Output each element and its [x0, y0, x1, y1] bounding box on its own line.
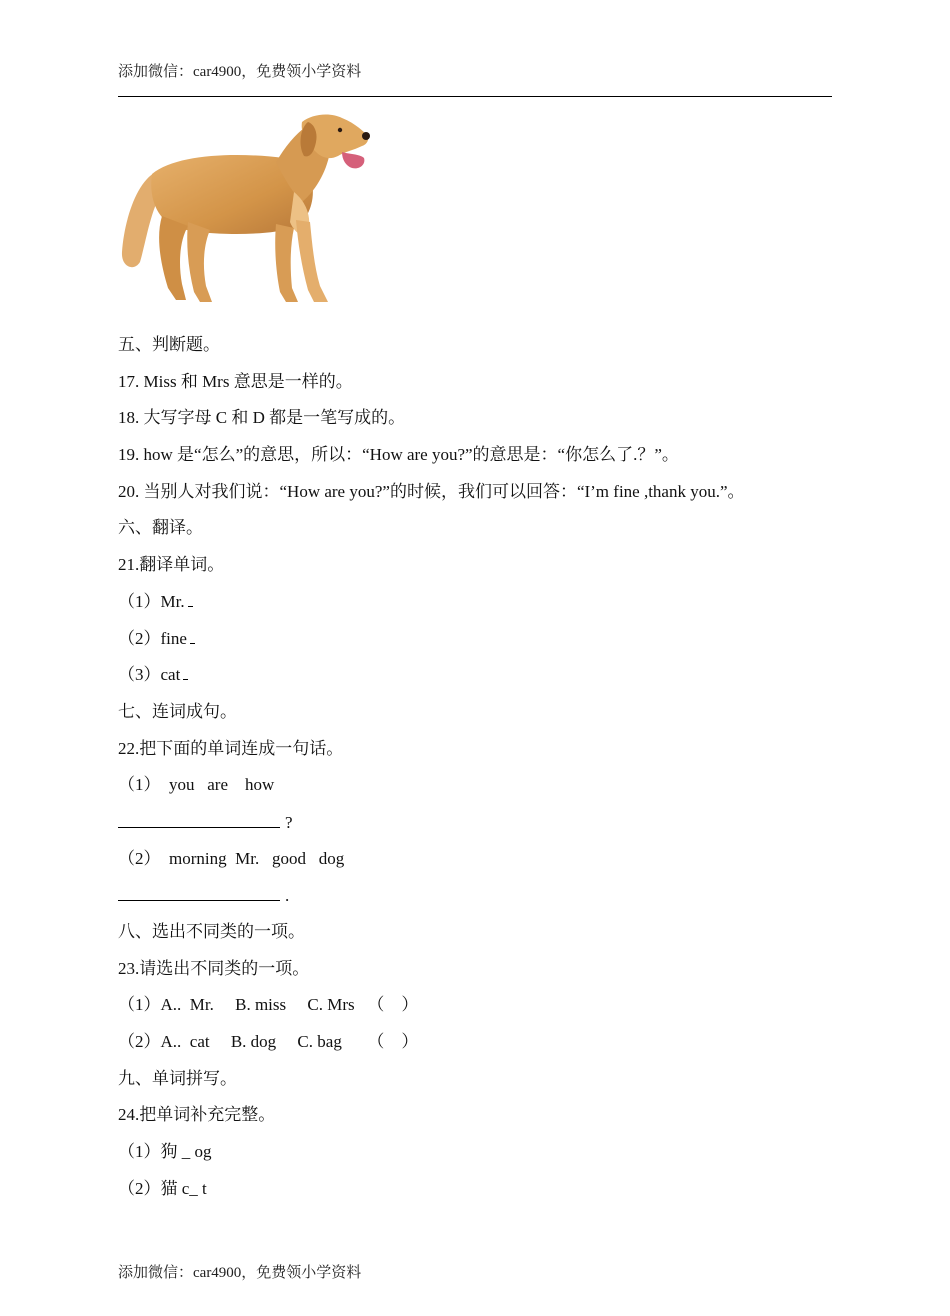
- section-7-title: 七、连词成句。: [118, 701, 237, 721]
- page-header: 添加微信：car4900，免费领小学资料: [118, 64, 362, 80]
- question-24: 24.把单词补充完整。: [118, 1105, 276, 1125]
- sentence-end-2: .: [285, 886, 290, 906]
- question-20: 20. 当别人对我们说：“How are you?”的时候，我们可以回答：“I’m fine ,thank you.”。: [118, 481, 745, 501]
- golden-retriever-dog-image: [116, 112, 372, 308]
- question-21: 21.翻译单词。: [118, 555, 225, 575]
- choice-item-2: （2）A.. cat B. dog C. bag （ ）: [118, 1032, 419, 1052]
- translate-item-1: [118, 589, 838, 626]
- spelling-item-2: （2）猫 c_ t: [118, 1178, 207, 1198]
- sentence-answer-2: [118, 882, 838, 919]
- translate-item-3-label: （3）cat: [118, 665, 181, 685]
- spelling-item-1: （1）狗 _ og: [118, 1142, 212, 1162]
- answer-line[interactable]: [118, 809, 280, 828]
- sentence-item-1: （1） you are how: [118, 775, 275, 795]
- question-22: 22.把下面的单词连成一句话。: [118, 738, 344, 758]
- answer-line[interactable]: [118, 882, 280, 901]
- section-9-title: 九、单词拼写。: [118, 1068, 237, 1088]
- page-footer: 添加微信：car4900，免费领小学资料: [118, 1265, 362, 1281]
- translate-item-3: [118, 662, 838, 699]
- answer-blank[interactable]: [188, 590, 193, 607]
- answer-blank[interactable]: [190, 627, 195, 644]
- section-6-title: 六、翻译。: [118, 518, 203, 538]
- section-5-title: 五、判断题。: [118, 335, 220, 354]
- worksheet-content: [118, 332, 838, 1213]
- sentence-end-1: ?: [285, 812, 293, 832]
- choice-item-1: （1）A.. Mr. B. miss C. Mrs （ ）: [118, 995, 419, 1015]
- header-divider: [118, 96, 832, 97]
- question-18: 18. 大写字母 C 和 D 都是一笔写成的。: [118, 408, 406, 428]
- translate-item-2-label: （2）fine: [118, 628, 187, 648]
- question-19: 19. how 是“怎么”的意思，所以：“How are you?”的意思是：“你怎么了.？”。: [118, 445, 679, 465]
- answer-blank[interactable]: [183, 663, 188, 680]
- translate-item-2: [118, 626, 838, 663]
- question-23: 23.请选出不同类的一项。: [118, 958, 310, 978]
- section-8-title: 八、选出不同类的一项。: [118, 922, 305, 941]
- translate-item-1-label: （1）Mr.: [118, 591, 185, 611]
- sentence-item-2: （2） morning Mr. good dog: [118, 848, 345, 868]
- sentence-answer-1: [118, 809, 838, 846]
- question-17: 17. Miss 和 Mrs 意思是一样的。: [118, 371, 353, 391]
